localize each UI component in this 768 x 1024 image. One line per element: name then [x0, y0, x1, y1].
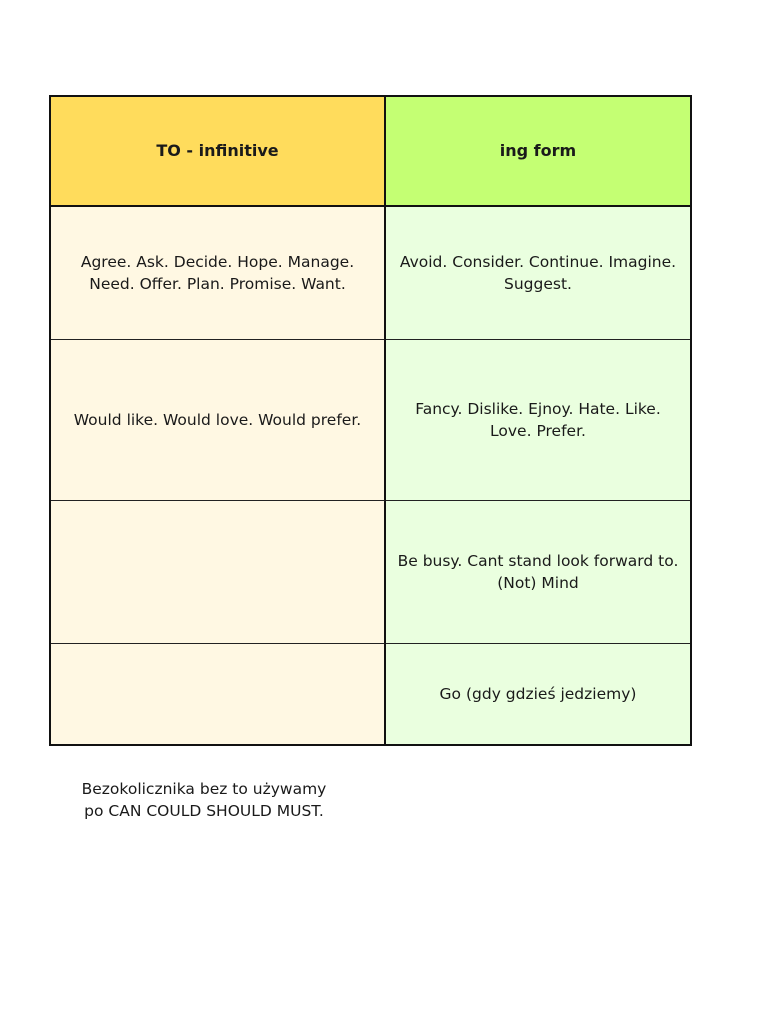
- row-4-ing-form: Go (gdy gdzieś jedziemy): [386, 644, 690, 744]
- row-2-to-infinitive: Would like. Would love. Would prefer.: [51, 340, 386, 501]
- header-to-infinitive: TO - infinitive: [51, 97, 386, 207]
- row-1-ing-form: Avoid. Consider. Continue. Imagine. Suggest.: [386, 207, 690, 340]
- bare-infinitive-note: [74, 778, 334, 822]
- row-4-to-infinitive: [51, 644, 386, 744]
- row-3-ing-form: Be busy. Cant stand look forward to. (Not) Mind: [386, 501, 690, 644]
- header-ing-form: ing form: [386, 97, 690, 207]
- note-line-2: po CAN COULD SHOULD MUST.: [84, 802, 324, 820]
- note-line-1: Bezokolicznika bez to używamy: [81, 780, 327, 798]
- row-2-ing-form: Fancy. Dislike. Ejnoy. Hate. Like. Love. Prefer.: [386, 340, 690, 501]
- verb-pattern-table: [49, 95, 692, 746]
- row-3-to-infinitive: [51, 501, 386, 644]
- row-1-to-infinitive: Agree. Ask. Decide. Hope. Manage. Need. Offer. Plan. Promise. Want.: [51, 207, 386, 340]
